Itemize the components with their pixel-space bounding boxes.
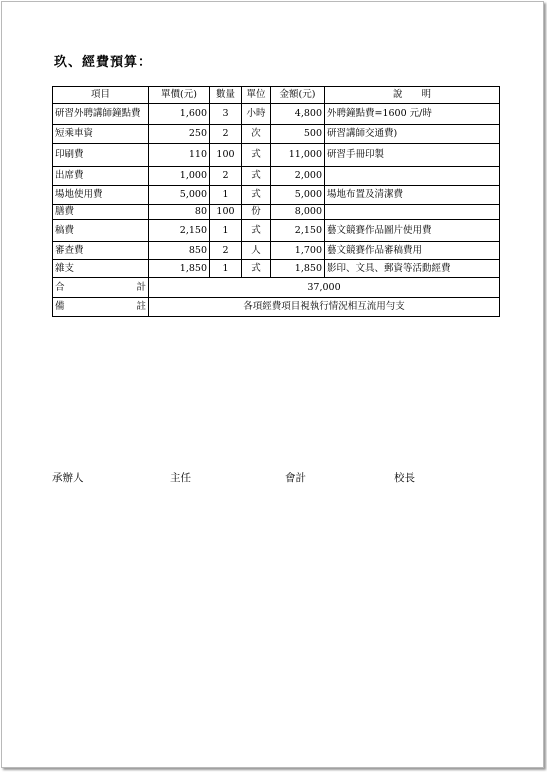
- row-quantity: 2: [210, 125, 242, 144]
- row-quantity: 1: [210, 186, 242, 205]
- row-item: 場地使用費: [53, 186, 149, 205]
- row-description: 場地布置及清潔費: [325, 186, 500, 205]
- row-amount: 8,000: [271, 205, 325, 220]
- table-row: [53, 167, 500, 186]
- remark-label: 備 註: [53, 298, 149, 317]
- table-row: [53, 144, 500, 167]
- remark-value: 各項經費項目視執行情況相互流用勻支: [149, 298, 500, 317]
- row-amount: 1,700: [271, 242, 325, 260]
- row-amount: 5,000: [271, 186, 325, 205]
- row-description: 藝文競賽作品審稿費用: [325, 242, 500, 260]
- row-unit-price: 1,000: [149, 167, 210, 186]
- row-unit-price: 850: [149, 242, 210, 260]
- budget-table: [52, 86, 500, 317]
- row-item: 膳費: [53, 205, 149, 220]
- row-unit: 人: [242, 242, 271, 260]
- total-value: 37,000: [149, 278, 500, 298]
- table-row: [53, 220, 500, 242]
- row-unit: 式: [242, 220, 271, 242]
- row-unit: 式: [242, 186, 271, 205]
- row-unit-price: 80: [149, 205, 210, 220]
- header-unit-price: 單價(元): [149, 87, 210, 104]
- row-quantity: 100: [210, 205, 242, 220]
- row-amount: 2,150: [271, 220, 325, 242]
- row-quantity: 1: [210, 260, 242, 278]
- header-amount: 金額(元): [271, 87, 325, 104]
- header-description: 說 明: [325, 87, 500, 104]
- header-quantity: 數量: [210, 87, 242, 104]
- row-unit-price: 250: [149, 125, 210, 144]
- row-quantity: 2: [210, 167, 242, 186]
- row-unit: 式: [242, 144, 271, 167]
- table-row: [53, 186, 500, 205]
- row-quantity: 3: [210, 104, 242, 125]
- row-item: 雜支: [53, 260, 149, 278]
- table-row: [53, 260, 500, 278]
- row-unit: 小時: [242, 104, 271, 125]
- signature-director: 主任: [170, 472, 191, 484]
- table-header-row: [53, 87, 500, 104]
- row-unit-price: 1,850: [149, 260, 210, 278]
- row-quantity: 1: [210, 220, 242, 242]
- row-description: 藝文競賽作品圖片使用費: [325, 220, 500, 242]
- row-amount: 1,850: [271, 260, 325, 278]
- header-item: 項目: [53, 87, 149, 104]
- row-quantity: 100: [210, 144, 242, 167]
- row-item: 出席費: [53, 167, 149, 186]
- table-row: [53, 125, 500, 144]
- row-unit-price: 110: [149, 144, 210, 167]
- row-amount: 11,000: [271, 144, 325, 167]
- row-unit: 份: [242, 205, 271, 220]
- row-amount: 2,000: [271, 167, 325, 186]
- signature-handler: 承辦人: [52, 472, 84, 484]
- header-unit: 單位: [242, 87, 271, 104]
- signature-principal: 校長: [394, 472, 415, 484]
- row-item: 印刷費: [53, 144, 149, 167]
- remark-row: [53, 298, 500, 317]
- row-description: [325, 167, 500, 186]
- row-description: 外聘鐘點費=1600 元/時: [325, 104, 500, 125]
- row-unit: 式: [242, 167, 271, 186]
- row-item: 短乘車資: [53, 125, 149, 144]
- table-row: [53, 242, 500, 260]
- row-description: 研習講師交通費): [325, 125, 500, 144]
- row-unit-price: 2,150: [149, 220, 210, 242]
- document-page: [1, 1, 544, 768]
- total-label: 合 計: [53, 278, 149, 298]
- row-item: 稿費: [53, 220, 149, 242]
- section-title: 玖、經費預算：: [54, 55, 153, 70]
- row-description: 影印、文具、郵資等活動經費: [325, 260, 500, 278]
- row-unit-price: 1,600: [149, 104, 210, 125]
- row-description: 研習手冊印製: [325, 144, 500, 167]
- row-amount: 4,800: [271, 104, 325, 125]
- row-item: 研習外聘講師鐘點費: [53, 104, 149, 125]
- total-row: [53, 278, 500, 298]
- table-row: [53, 205, 500, 220]
- row-amount: 500: [271, 125, 325, 144]
- row-item: 審查費: [53, 242, 149, 260]
- table-row: [53, 104, 500, 125]
- row-quantity: 2: [210, 242, 242, 260]
- row-description: [325, 205, 500, 220]
- signature-accountant: 會計: [285, 472, 306, 484]
- row-unit: 次: [242, 125, 271, 144]
- row-unit-price: 5,000: [149, 186, 210, 205]
- row-unit: 式: [242, 260, 271, 278]
